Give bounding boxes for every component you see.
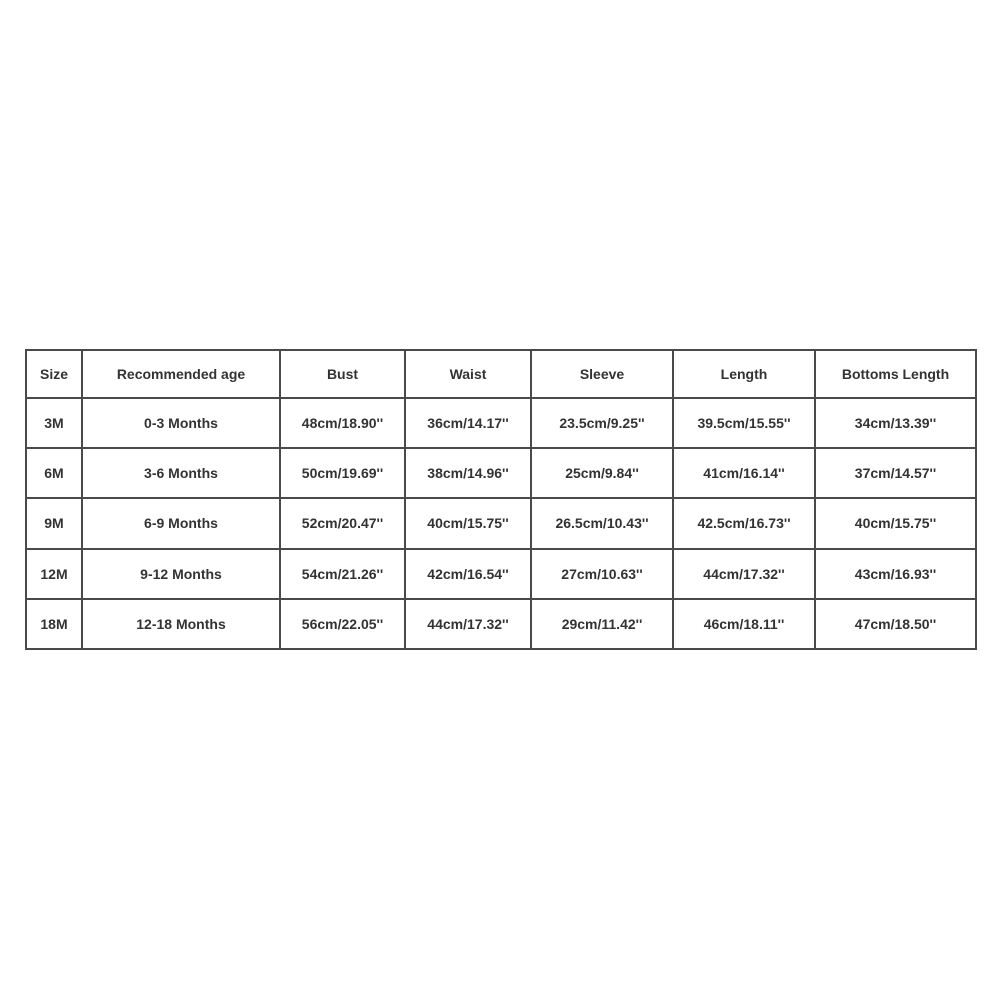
cell-sleeve: 25cm/9.84'' (531, 448, 673, 498)
table-row (26, 398, 976, 448)
cell-bust: 50cm/19.69'' (280, 448, 405, 498)
cell-bottoms-length: 34cm/13.39'' (815, 398, 976, 448)
header-sleeve: Sleeve (531, 350, 673, 398)
cell-length: 42.5cm/16.73'' (673, 498, 815, 548)
cell-waist: 38cm/14.96'' (405, 448, 531, 498)
header-length: Length (673, 350, 815, 398)
cell-bottoms-length: 43cm/16.93'' (815, 549, 976, 599)
cell-bust: 52cm/20.47'' (280, 498, 405, 548)
cell-waist: 40cm/15.75'' (405, 498, 531, 548)
cell-recommended-age: 9-12 Months (82, 549, 280, 599)
cell-bottoms-length: 47cm/18.50'' (815, 599, 976, 649)
table-row (26, 498, 976, 548)
cell-sleeve: 27cm/10.63'' (531, 549, 673, 599)
cell-size: 12M (26, 549, 82, 599)
cell-recommended-age: 0-3 Months (82, 398, 280, 448)
cell-waist: 36cm/14.17'' (405, 398, 531, 448)
header-bottoms-length: Bottoms Length (815, 350, 976, 398)
cell-bust: 54cm/21.26'' (280, 549, 405, 599)
cell-length: 44cm/17.32'' (673, 549, 815, 599)
cell-length: 39.5cm/15.55'' (673, 398, 815, 448)
cell-recommended-age: 3-6 Months (82, 448, 280, 498)
cell-bust: 48cm/18.90'' (280, 398, 405, 448)
cell-length: 41cm/16.14'' (673, 448, 815, 498)
table-row (26, 599, 976, 649)
header-bust: Bust (280, 350, 405, 398)
cell-waist: 42cm/16.54'' (405, 549, 531, 599)
table-row (26, 549, 976, 599)
cell-size: 3M (26, 398, 82, 448)
cell-bottoms-length: 37cm/14.57'' (815, 448, 976, 498)
cell-size: 6M (26, 448, 82, 498)
cell-recommended-age: 12-18 Months (82, 599, 280, 649)
header-recommended-age: Recommended age (82, 350, 280, 398)
cell-waist: 44cm/17.32'' (405, 599, 531, 649)
cell-bottoms-length: 40cm/15.75'' (815, 498, 976, 548)
cell-sleeve: 29cm/11.42'' (531, 599, 673, 649)
size-chart-table (25, 349, 977, 650)
header-size: Size (26, 350, 82, 398)
cell-sleeve: 26.5cm/10.43'' (531, 498, 673, 548)
cell-recommended-age: 6-9 Months (82, 498, 280, 548)
cell-size: 9M (26, 498, 82, 548)
cell-length: 46cm/18.11'' (673, 599, 815, 649)
table-header-row (26, 350, 976, 398)
cell-sleeve: 23.5cm/9.25'' (531, 398, 673, 448)
cell-bust: 56cm/22.05'' (280, 599, 405, 649)
cell-size: 18M (26, 599, 82, 649)
header-waist: Waist (405, 350, 531, 398)
table-row (26, 448, 976, 498)
